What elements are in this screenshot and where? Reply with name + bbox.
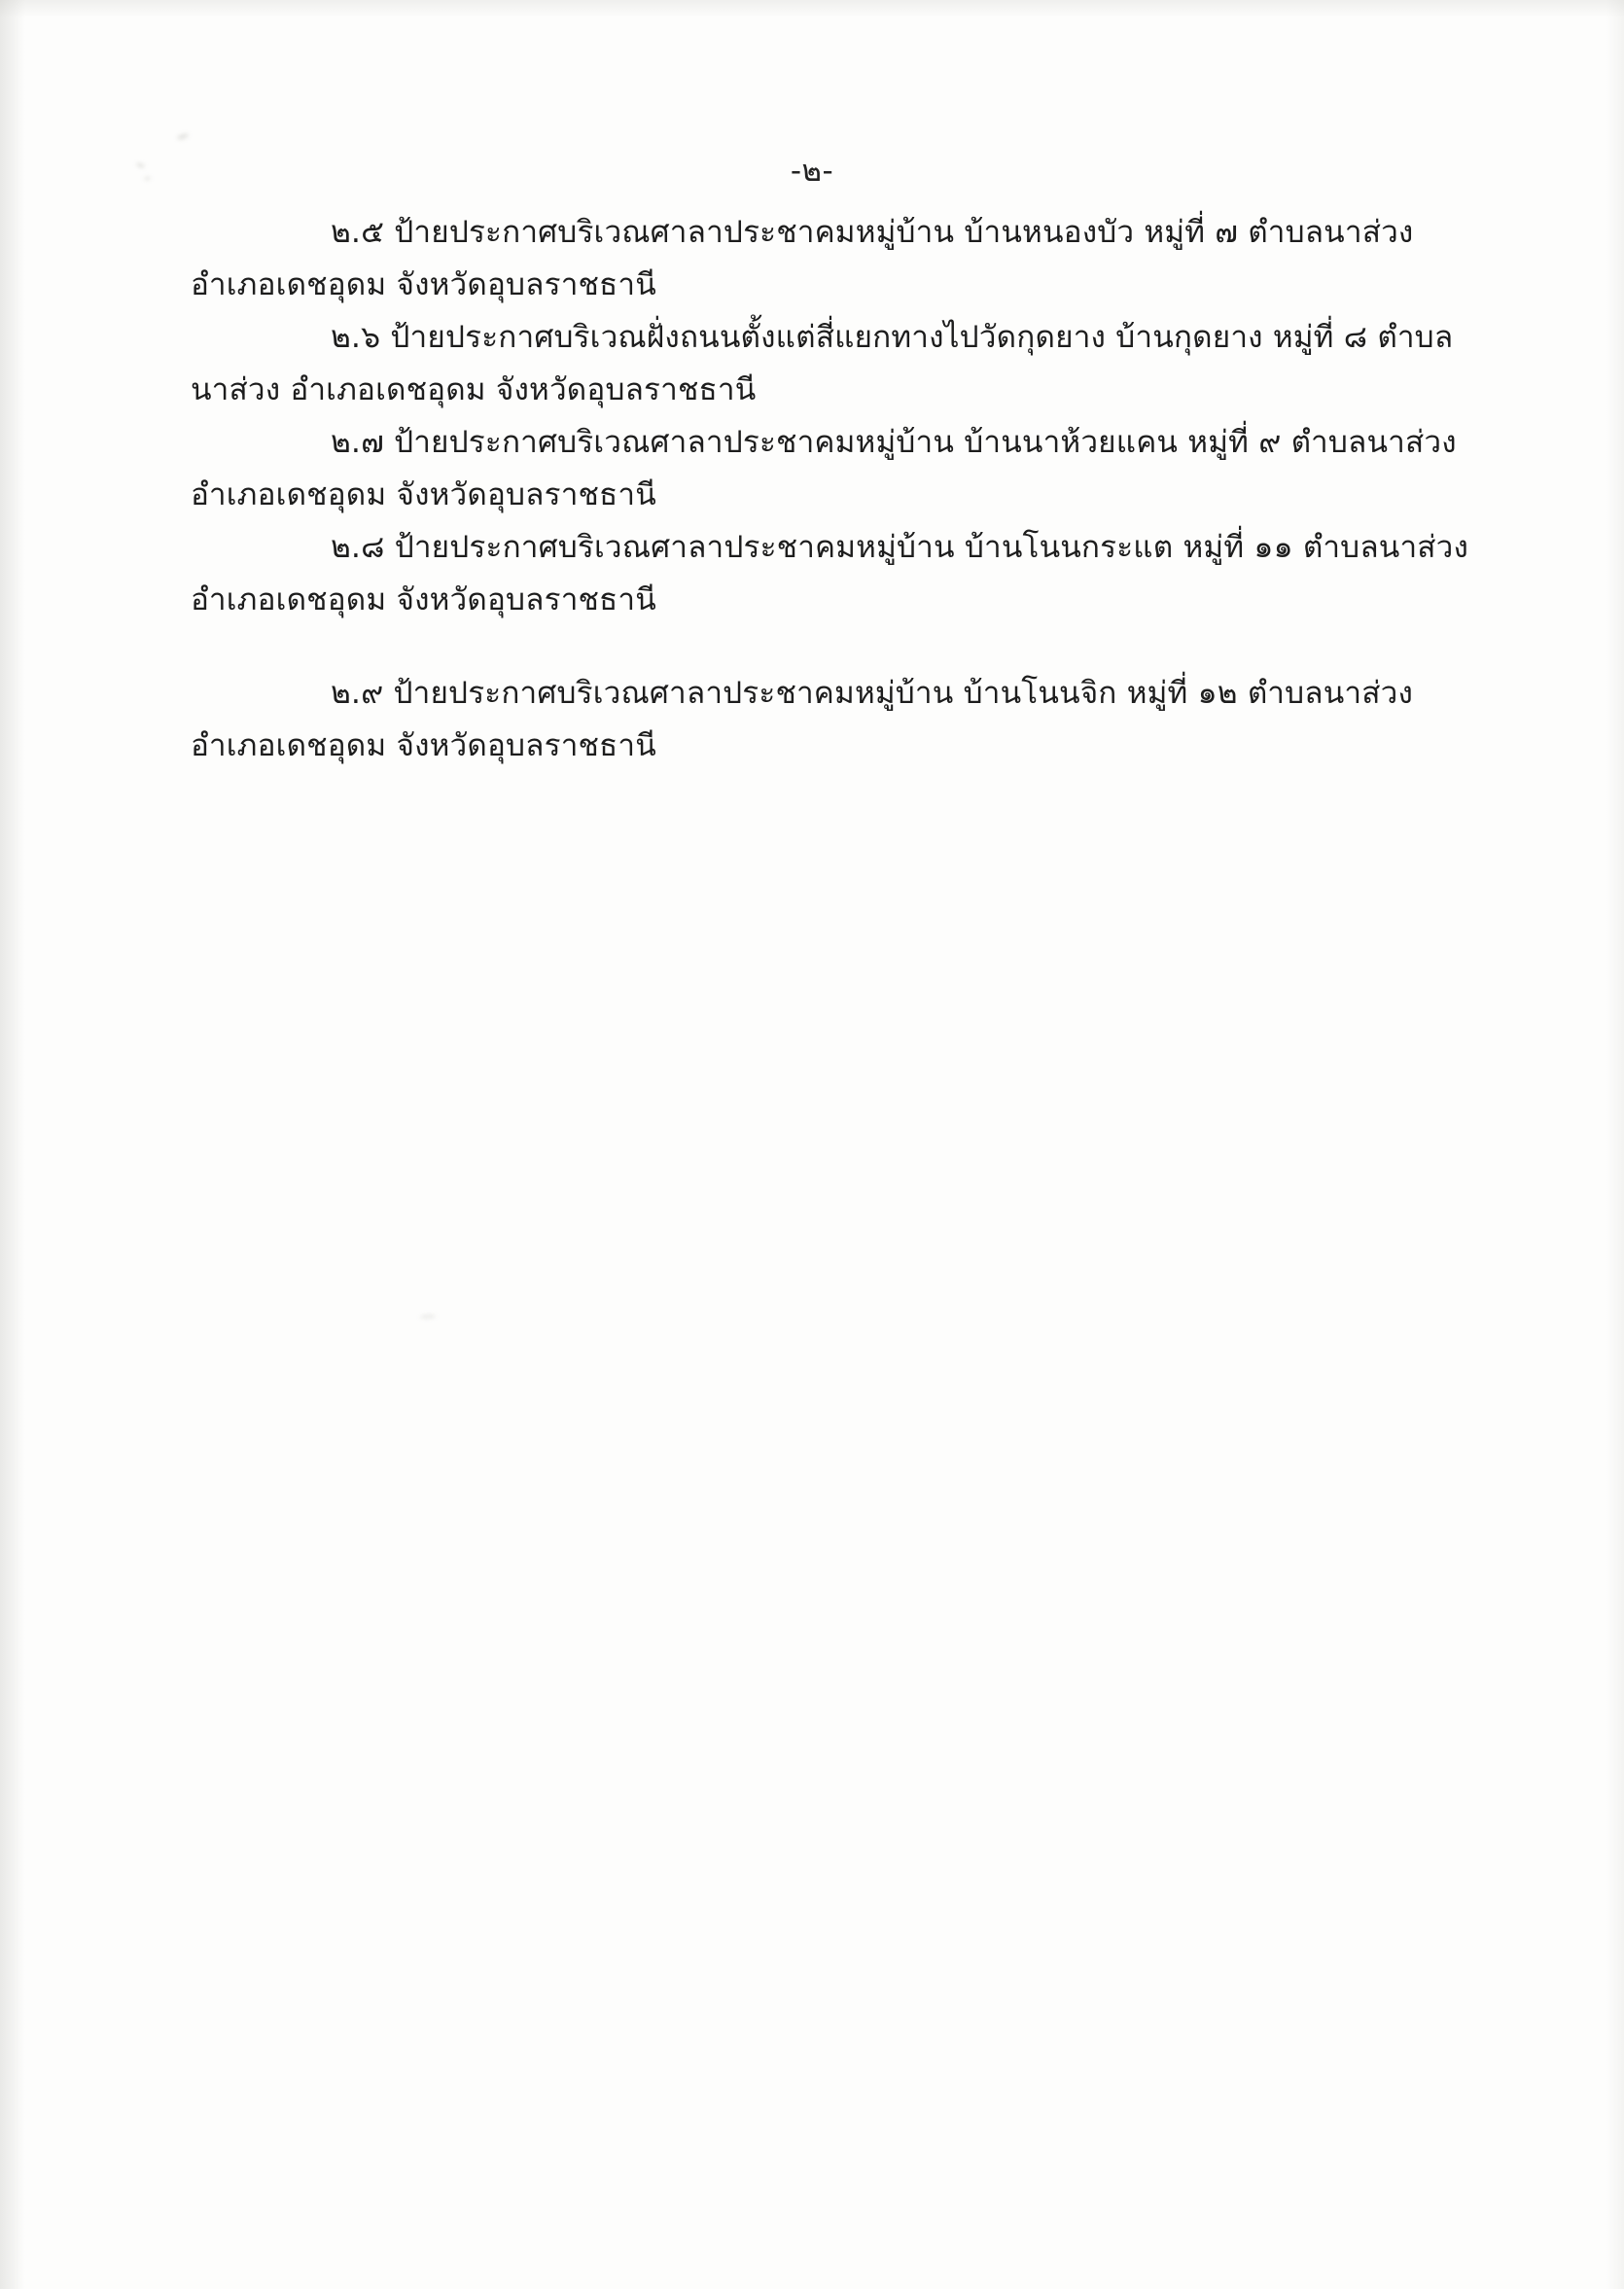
paragraph-item-2-9: ๒.๙ ป้ายประกาศบริเวณศาลาประชาคมหมู่บ้าน บ้านโนนจิก หมู่ที่ ๑๒ ตำบลนาส่วง อำเภอเดชอุดม จังหวัดอุบลราชธานี bbox=[191, 676, 1413, 763]
scan-artifact-mark bbox=[177, 132, 190, 140]
document-body bbox=[191, 206, 1474, 772]
scan-edge-shading-top bbox=[0, 0, 1624, 18]
scan-edge-shading-right bbox=[1606, 0, 1624, 2289]
scan-artifact-mark bbox=[420, 1315, 436, 1320]
page-number: -๒- bbox=[790, 154, 834, 189]
paragraph-item-2-6: ๒.๖ ป้ายประกาศบริเวณฝั่งถนนตั้งแต่สี่แยกทางไปวัดกุดยาง บ้านกุดยาง หมู่ที่ ๘ ตำบลนาส่วง อำเภอเดชอุดม จังหวัดอุบลราชธานี bbox=[191, 320, 1454, 407]
scan-edge-shading-left bbox=[0, 0, 25, 2289]
paragraph-item-2-8: ๒.๘ ป้ายประกาศบริเวณศาลาประชาคมหมู่บ้าน บ้านโนนกระแต หมู่ที่ ๑๑ ตำบลนาส่วง อำเภอเดชอุดม จังหวัดอุบลราชธานี bbox=[191, 530, 1469, 617]
paragraph-item-2-7: ๒.๗ ป้ายประกาศบริเวณศาลาประชาคมหมู่บ้าน บ้านนาห้วยแคน หมู่ที่ ๙ ตำบลนาส่วง อำเภอเดชอุดม จังหวัดอุบลราชธานี bbox=[191, 425, 1457, 512]
paragraph-item-2-5: ๒.๕ ป้ายประกาศบริเวณศาลาประชาคมหมู่บ้าน บ้านหนองบัว หมู่ที่ ๗ ตำบลนาส่วง อำเภอเดชอุดม จังหวัดอุบลราชธานี bbox=[191, 215, 1414, 302]
